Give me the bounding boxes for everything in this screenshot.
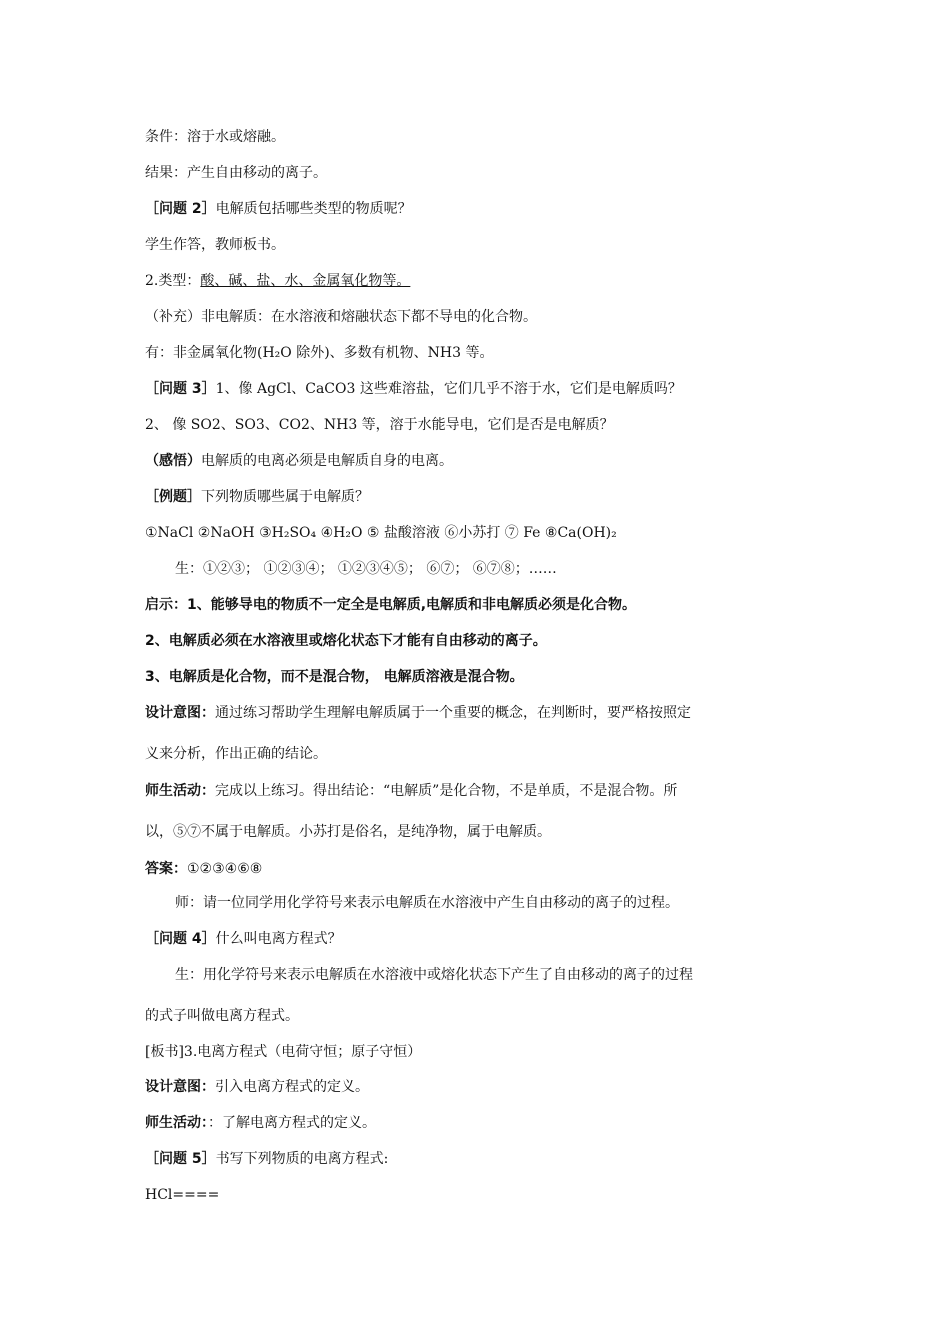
design-intent-text: 引入电离方程式的定义。 bbox=[215, 1079, 369, 1095]
activity-text: ：了解电离方程式的定义。 bbox=[208, 1115, 376, 1131]
design-intent-2-line bbox=[145, 1078, 369, 1096]
answer-line bbox=[145, 860, 262, 878]
student-definition-continued-line: 的式子叫做电离方程式。 bbox=[145, 1008, 299, 1024]
example-label: ［例题］ bbox=[145, 489, 201, 505]
supplement-line: （补充）非电解质：在水溶液和熔融状态下都不导电的化合物。 bbox=[145, 309, 537, 325]
insight-label: （感悟） bbox=[145, 453, 201, 469]
revelation-3-line: 3、电解质是化合物，而不是混合物， 电解质溶液是混合物。 bbox=[145, 669, 524, 685]
activity-line bbox=[145, 782, 677, 800]
insight-text: 电解质的电离必须是电解质自身的电离。 bbox=[201, 453, 453, 469]
activity-continued-line: 以，⑤⑦不属于电解质。小苏打是俗名，是纯净物，属于电解质。 bbox=[145, 824, 551, 840]
condition-line: 条件：溶于水或熔融。 bbox=[145, 129, 285, 145]
design-intent-text: 通过练习帮助学生理解电解质属于一个重要的概念，在判断时，要严格按照定 bbox=[215, 705, 691, 721]
equation-hcl-line: HCl==== bbox=[145, 1187, 220, 1203]
types-line bbox=[145, 272, 410, 290]
blackboard-line: [板书]3.电离方程式（电荷守恒；原子守恒） bbox=[145, 1044, 422, 1060]
student-responses-line: 生：①②③； ①②③④； ①②③④⑤； ⑥⑦； ⑥⑦⑧；…… bbox=[175, 561, 557, 577]
question-label: ［问题 2］ bbox=[145, 201, 216, 217]
question-5-line bbox=[145, 1150, 388, 1168]
student-definition-line: 生：用化学符号来表示电解质在水溶液中或熔化状态下产生了自由移动的离子的过程 bbox=[175, 967, 693, 983]
question-label: ［问题 4］ bbox=[145, 931, 216, 947]
design-intent-label: 设计意图： bbox=[145, 1079, 215, 1095]
types-underlined: 酸、碱、盐、水、金属氧化物等。 bbox=[200, 273, 411, 289]
result-line: 结果：产生自由移动的离子。 bbox=[145, 165, 327, 181]
question-text: 书写下列物质的电离方程式: bbox=[215, 1151, 389, 1167]
activity-label: 师生活动： bbox=[145, 783, 215, 799]
non-electrolyte-examples-line: 有：非金属氧化物(H₂O 除外)、多数有机物、NH3 等。 bbox=[145, 345, 494, 361]
student-answer-line: 学生作答，教师板书。 bbox=[145, 237, 285, 253]
question-3-line bbox=[145, 380, 682, 398]
substances-list-line: ①NaCl ②NaOH ③H₂SO₄ ④H₂O ⑤ 盐酸溶液 ⑥小苏打 ⑦ Fe ⑧Ca(OH)₂ bbox=[145, 525, 617, 541]
activity-text: 完成以上练习。得出结论：“电解质”是化合物，不是单质，不是混合物。所 bbox=[215, 783, 678, 799]
answer-text: ①②③④⑥⑧ bbox=[187, 861, 263, 877]
insight-line bbox=[145, 452, 453, 470]
question-text: 什么叫电离方程式？ bbox=[215, 931, 342, 947]
example-text: 下列物质哪些属于电解质？ bbox=[201, 489, 369, 505]
types-prefix: 2.类型： bbox=[145, 273, 201, 289]
design-intent-line bbox=[145, 704, 691, 722]
design-intent-continued-line: 义来分析，作出正确的结论。 bbox=[145, 746, 327, 762]
revelation-1-line: 启示：1、能够导电的物质不一定全是电解质,电解质和非电解质必须是化合物。 bbox=[145, 597, 637, 613]
question-label: ［问题 5］ bbox=[145, 1151, 216, 1167]
design-intent-label: 设计意图： bbox=[145, 705, 215, 721]
example-line bbox=[145, 488, 369, 506]
answer-label: 答案： bbox=[145, 861, 187, 877]
question-4-line bbox=[145, 930, 342, 948]
question-label: ［问题 3］ bbox=[145, 381, 216, 397]
revelation-2-line: 2、电解质必须在水溶液里或熔化状态下才能有自由移动的离子。 bbox=[145, 633, 547, 649]
question-2-line bbox=[145, 200, 412, 218]
activity-2-line bbox=[145, 1114, 376, 1132]
activity-label: 师生活动： bbox=[145, 1115, 208, 1131]
teacher-line: 师：请一位同学用化学符号来表示电解质在水溶液中产生自由移动的离子的过程。 bbox=[175, 895, 679, 911]
question-text: 电解质包括哪些类型的物质呢？ bbox=[215, 201, 412, 217]
question-3-part-2-line: 2、 像 SO2、SO3、CO2、NH3 等，溶于水能导电，它们是否是电解质？ bbox=[145, 417, 614, 433]
question-text: 1、像 AgCl、CaCO3 这些难溶盐，它们几乎不溶于水，它们是电解质吗？ bbox=[215, 381, 682, 397]
